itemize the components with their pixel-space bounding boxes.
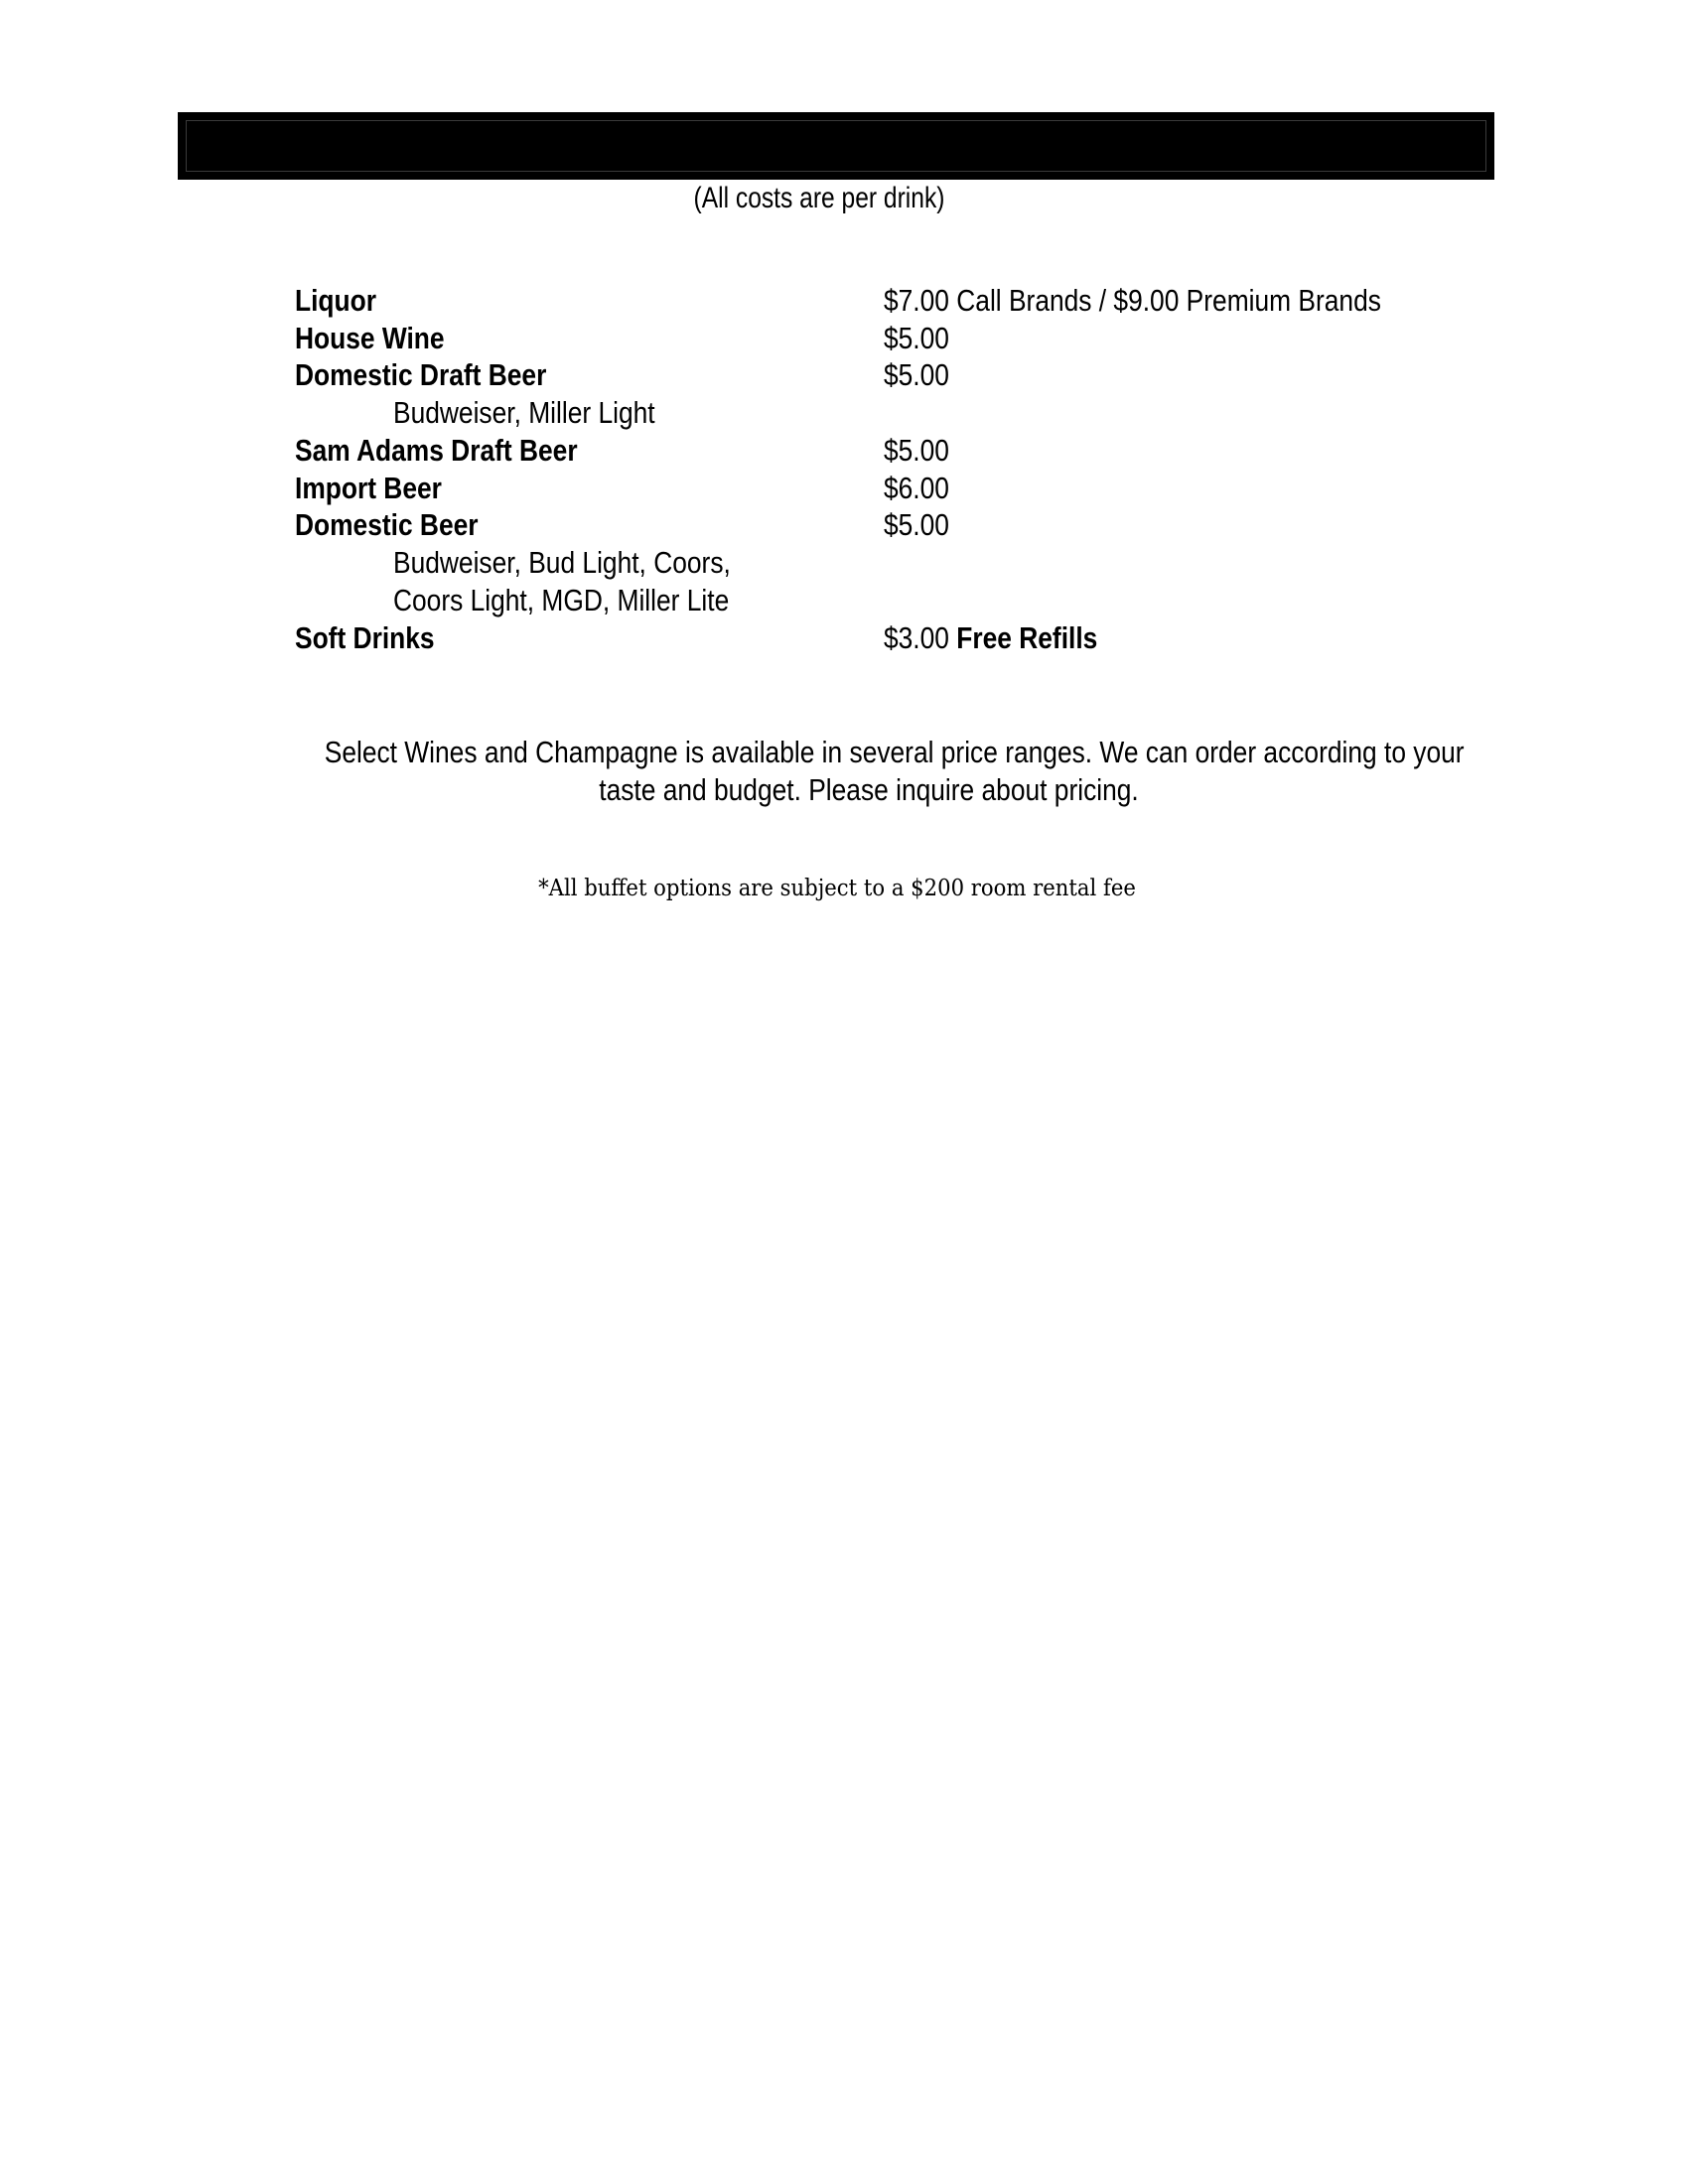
item-price-domestic-draft: $5.00 [884,357,949,392]
wine-note-line-2: taste and budget. Please inquire about pricing. [599,772,1139,807]
item-label-sam-adams: Sam Adams Draft Beer [295,433,578,468]
item-label-domestic-draft: Domestic Draft Beer [295,357,547,392]
item-price-sam-adams: $5.00 [884,433,949,468]
free-refills-note: Free Refills [956,620,1098,655]
item-label-house-wine: House Wine [295,321,445,355]
item-label-soft-drinks: Soft Drinks [295,620,435,655]
item-details-domestic-beer-1: Budweiser, Bud Light, Coors, [393,545,731,580]
soft-drinks-price: $3.00 [884,620,949,655]
item-price-house-wine: $5.00 [884,321,949,355]
subtitle: (All costs are per drink) [693,182,945,214]
item-price-liquor: $7.00 Call Brands / $9.00 Premium Brands [884,283,1381,318]
item-price-soft-drinks [884,619,1097,656]
header-bar [178,112,1494,180]
item-price-domestic-beer: $5.00 [884,507,949,542]
room-rental-footnote: *All buffet options are subject to a $200 room rental fee [538,876,1136,901]
item-price-import-beer: $6.00 [884,471,949,505]
header-bar-inner-border [186,120,1486,172]
item-label-import-beer: Import Beer [295,471,442,505]
wine-note-line-1: Select Wines and Champagne is available in several price ranges. We can order according to your [324,735,1465,769]
item-label-liquor: Liquor [295,283,376,318]
item-details-domestic-draft: Budweiser, Miller Light [393,395,655,430]
item-details-domestic-beer-2: Coors Light, MGD, Miller Lite [393,583,730,617]
item-label-domestic-beer: Domestic Beer [295,507,479,542]
